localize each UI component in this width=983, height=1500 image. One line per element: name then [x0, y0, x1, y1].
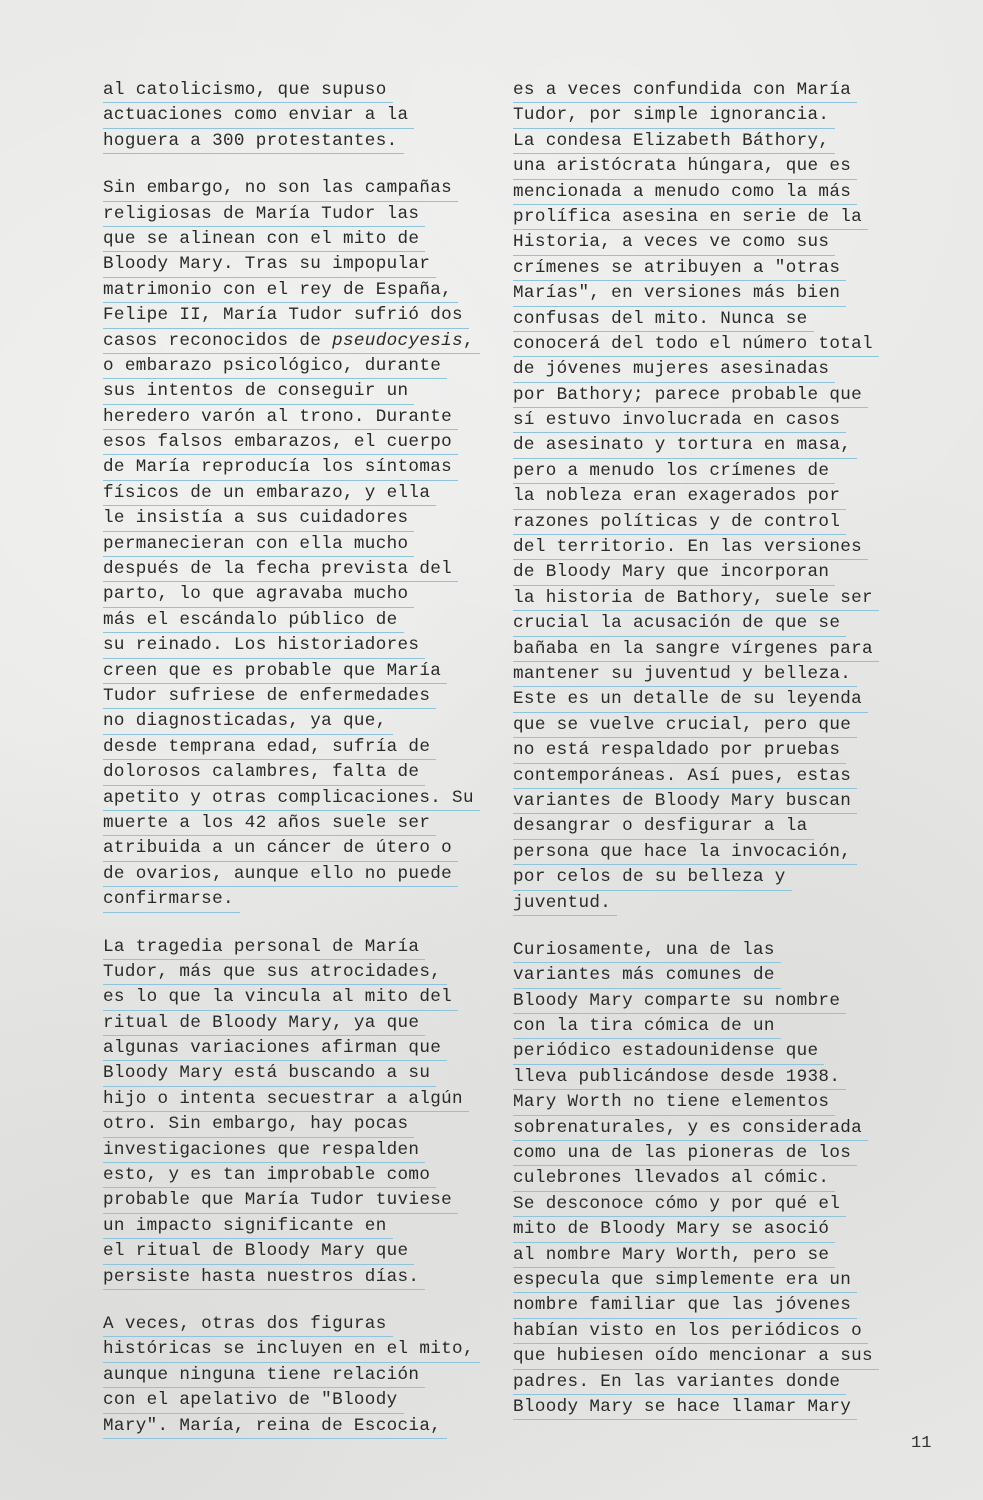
text-line: ritual de Bloody Mary, ya que: [103, 1011, 425, 1036]
text-line: de Bloody Mary que incorporan: [513, 560, 835, 585]
text-line: físicos de un embarazo, y ella: [103, 481, 436, 506]
text-line: nombre familiar que las jóvenes: [513, 1293, 857, 1318]
text-line: pero a menudo los crímenes de: [513, 459, 835, 484]
text-line: muerte a los 42 años suele ser: [103, 811, 436, 836]
text-line-row: [103, 354, 503, 379]
text-line: de María reproducía los síntomas: [103, 455, 458, 480]
text-line: después de la fecha prevista del: [103, 557, 458, 582]
text-line-row: [103, 1087, 503, 1112]
text-line: mito de Bloody Mary se asoció: [513, 1217, 835, 1242]
text-line: otro. Sin embargo, hay pocas: [103, 1112, 414, 1137]
text-line: Marías", en versiones más bien: [513, 281, 846, 306]
text-line: una aristócrata húngara, que es: [513, 154, 857, 179]
text-line: esto, y es tan improbable como: [103, 1163, 436, 1188]
text-line: Este es un detalle de su leyenda: [513, 687, 868, 712]
text-line-row: [513, 687, 913, 712]
text-line: culebrones llevados al cómic.: [513, 1166, 835, 1191]
text-line: al catolicismo, que supuso: [103, 78, 393, 103]
text-line: actuaciones como enviar a la: [103, 103, 414, 128]
text-line: prolífica asesina en serie de la: [513, 205, 868, 230]
text-line: por celos de su belleza y: [513, 865, 792, 890]
text-line-row: [513, 1293, 913, 1318]
text-line-row: [513, 256, 913, 281]
text-line: que hubiesen oído mencionar a sus: [513, 1344, 879, 1369]
text-line-row: [513, 560, 913, 585]
text-line: la historia de Bathory, suele ser: [513, 586, 879, 611]
text-line-row: [103, 1363, 503, 1388]
page-number: 11: [911, 1434, 932, 1453]
text-line-row: [103, 836, 503, 861]
text-line-row: [103, 1188, 503, 1213]
text-line: no está respaldado por pruebas: [513, 738, 846, 763]
text-line: Tudor sufriese de enfermedades: [103, 684, 436, 709]
text-line: juventud.: [513, 891, 617, 916]
text-line-row: [513, 1344, 913, 1369]
text-line-row: [513, 433, 913, 458]
text-line-row: [103, 405, 503, 430]
text-line-row: [103, 303, 503, 328]
text-line-row: [103, 129, 503, 154]
text-line: el ritual de Bloody Mary que: [103, 1239, 414, 1264]
text-line-row: [513, 1217, 913, 1242]
text-line-row: [103, 1312, 503, 1337]
text-line-row: [103, 887, 503, 912]
text-line: Bloody Mary comparte su nombre: [513, 989, 846, 1014]
text-line-row: [513, 383, 913, 408]
text-line: más el escándalo público de: [103, 608, 404, 633]
text-line: parto, lo que agravaba mucho: [103, 582, 414, 607]
text-line: la nobleza eran exagerados por: [513, 484, 846, 509]
text-line-row: [103, 786, 503, 811]
text-line: razones políticas y de control: [513, 510, 846, 535]
text-line: investigaciones que respalden: [103, 1138, 425, 1163]
text-line: habían visto en los periódicos o: [513, 1319, 868, 1344]
text-line-row: [103, 1239, 503, 1264]
text-line: desangrar o desfigurar a la: [513, 814, 814, 839]
text-line-row: [513, 764, 913, 789]
text-line-row: [513, 637, 913, 662]
text-line: dolorosos calambres, falta de: [103, 760, 425, 785]
text-line-row: [103, 1265, 503, 1290]
text-line-row: [103, 1061, 503, 1086]
text-line-row: [103, 985, 503, 1010]
text-line-row: [513, 230, 913, 255]
text-line: bañaba en la sangre vírgenes para: [513, 637, 879, 662]
text-line-row: [103, 735, 503, 760]
text-line: La condesa Elizabeth Báthory,: [513, 129, 835, 154]
text-line-row: [513, 307, 913, 332]
text-line: contemporáneas. Así pues, estas: [513, 764, 857, 789]
text-line: de jóvenes mujeres asesinadas: [513, 357, 835, 382]
text-line-row: [103, 1011, 503, 1036]
text-line-row: [103, 1163, 503, 1188]
text-line-row: [103, 659, 503, 684]
text-line: variantes de Bloody Mary buscan: [513, 789, 857, 814]
text-line-row: [513, 78, 913, 103]
text-line: Tudor, por simple ignorancia.: [513, 103, 835, 128]
text-line: religiosas de María Tudor las: [103, 202, 425, 227]
paragraph: [103, 78, 503, 154]
text-line-row: [103, 709, 503, 734]
text-line-row: [103, 278, 503, 303]
text-line: Tudor, más que sus atrocidades,: [103, 960, 447, 985]
text-line: su reinado. Los historiadores: [103, 633, 425, 658]
text-line: o embarazo psicológico, durante: [103, 354, 447, 379]
text-line: persiste hasta nuestros días.: [103, 1265, 425, 1290]
text-line-row: [513, 1166, 913, 1191]
text-line: por Bathory; parece probable que: [513, 383, 868, 408]
text-line-row: [513, 1141, 913, 1166]
paragraph: [103, 935, 503, 1290]
text-line-row: [103, 935, 503, 960]
text-line: Se desconoce cómo y por qué el: [513, 1192, 846, 1217]
text-line-row: [513, 662, 913, 687]
text-line-row: [513, 281, 913, 306]
text-line-row: [513, 586, 913, 611]
text-line-row: [513, 180, 913, 205]
text-line-row: [513, 963, 913, 988]
text-line-row: [513, 1065, 913, 1090]
text-line-row: [103, 1138, 503, 1163]
text-line-row: [103, 202, 503, 227]
text-line: heredero varón al trono. Durante: [103, 405, 458, 430]
text-line: mencionada a menudo como la más: [513, 180, 857, 205]
text-line-row: [103, 329, 503, 354]
text-line: Bloody Mary. Tras su impopular: [103, 252, 436, 277]
text-line: al nombre Mary Worth, pero se: [513, 1243, 835, 1268]
text-line: Historia, a veces ve como sus: [513, 230, 835, 255]
text-line: mantener su juventud y belleza.: [513, 662, 857, 687]
text-line-row: [103, 227, 503, 252]
text-line-row: [103, 1036, 503, 1061]
text-line: persona que hace la invocación,: [513, 840, 857, 865]
text-line: con la tira cómica de un: [513, 1014, 781, 1039]
text-line-row: [513, 1268, 913, 1293]
text-line: confirmarse.: [103, 887, 240, 912]
italic-term: pseudocyesis: [332, 330, 463, 351]
text-line-row: [103, 760, 503, 785]
text-line: sí estuvo involucrada en casos: [513, 408, 846, 433]
text-line-row: [513, 484, 913, 509]
text-line: hoguera a 300 protestantes.: [103, 129, 404, 154]
paragraph: [103, 176, 503, 912]
text-line: que se alinean con el mito de: [103, 227, 425, 252]
text-line-row: [103, 430, 503, 455]
text-line: crímenes se atribuyen a "otras: [513, 256, 846, 281]
text-line-row: [513, 789, 913, 814]
text-line-row: [513, 103, 913, 128]
text-line-row: [513, 713, 913, 738]
text-line: de asesinato y tortura en masa,: [513, 433, 857, 458]
text-line-row: [513, 510, 913, 535]
text-line: históricas se incluyen en el mito,: [103, 1337, 480, 1362]
text-line-row: [513, 205, 913, 230]
text-line-row: [103, 608, 503, 633]
text-line-row: [103, 1337, 503, 1362]
text-line: probable que María Tudor tuviese: [103, 1188, 458, 1213]
text-line-row: [513, 891, 913, 916]
text-line: Bloody Mary se hace llamar Mary: [513, 1395, 857, 1420]
text-line-row: [103, 684, 503, 709]
text-line: algunas variaciones afirman que: [103, 1036, 447, 1061]
text-line-row: [103, 532, 503, 557]
text-line: sus intentos de conseguir un: [103, 379, 414, 404]
paragraph: [513, 938, 913, 1420]
text-line-row: [513, 129, 913, 154]
text-line: del territorio. En las versiones: [513, 535, 868, 560]
text-line-row: [103, 455, 503, 480]
text-line: no diagnosticadas, ya que,: [103, 709, 393, 734]
text-line-row: [513, 938, 913, 963]
text-line-row: [513, 357, 913, 382]
text-line: es lo que la vincula al mito del: [103, 985, 458, 1010]
paragraph: [513, 78, 913, 916]
text-line: casos reconocidos de pseudocyesis,: [103, 329, 480, 354]
text-line-row: [103, 379, 503, 404]
text-line-row: [103, 1414, 503, 1439]
text-line: desde temprana edad, sufría de: [103, 735, 436, 760]
text-line-row: [103, 633, 503, 658]
text-line: conocerá del todo el número total: [513, 332, 879, 357]
text-line-row: [103, 176, 503, 201]
text-line: Curiosamente, una de las: [513, 938, 781, 963]
text-line-row: [513, 1243, 913, 1268]
text-line-row: [103, 811, 503, 836]
text-line: con el apelativo de "Bloody: [103, 1388, 404, 1413]
text-line: sobrenaturales, y es considerada: [513, 1116, 868, 1141]
text-line: La tragedia personal de María: [103, 935, 425, 960]
text-line: permanecieran con ella mucho: [103, 532, 414, 557]
text-line: Mary Worth no tiene elementos: [513, 1090, 835, 1115]
text-line: Sin embargo, no son las campañas: [103, 176, 458, 201]
text-line-row: [513, 154, 913, 179]
text-line: especula que simplemente era un: [513, 1268, 857, 1293]
text-line-row: [513, 1116, 913, 1141]
text-line-row: [513, 1014, 913, 1039]
text-line-row: [513, 840, 913, 865]
text-line: matrimonio con el rey de España,: [103, 278, 458, 303]
text-line-row: [513, 1039, 913, 1064]
text-line: A veces, otras dos figuras: [103, 1312, 393, 1337]
text-line-row: [103, 1388, 503, 1413]
text-line-row: [513, 535, 913, 560]
text-line: de ovarios, aunque ello no puede: [103, 862, 458, 887]
text-line-row: [513, 459, 913, 484]
text-line-row: [513, 611, 913, 636]
text-line: periódico estadounidense que: [513, 1039, 824, 1064]
text-line: hijo o intenta secuestrar a algún: [103, 1087, 469, 1112]
text-line-row: [513, 738, 913, 763]
text-line: padres. En las variantes donde: [513, 1370, 846, 1395]
text-line: Bloody Mary está buscando a su: [103, 1061, 436, 1086]
text-line: que se vuelve crucial, pero que: [513, 713, 857, 738]
text-line-row: [513, 814, 913, 839]
text-line-row: [513, 989, 913, 1014]
text-line: confusas del mito. Nunca se: [513, 307, 814, 332]
text-line-row: [103, 960, 503, 985]
text-line-row: [103, 1112, 503, 1137]
text-line-row: [103, 582, 503, 607]
text-line-row: [513, 1319, 913, 1344]
text-line: lleva publicándose desde 1938.: [513, 1065, 846, 1090]
text-line-row: [103, 103, 503, 128]
text-line-row: [103, 78, 503, 103]
left-column: [103, 78, 503, 1461]
text-line: esos falsos embarazos, el cuerpo: [103, 430, 458, 455]
text-line-row: [103, 506, 503, 531]
text-line: como una de las pioneras de los: [513, 1141, 857, 1166]
text-line-row: [513, 408, 913, 433]
text-line-row: [513, 865, 913, 890]
text-line: Mary". María, reina de Escocia,: [103, 1414, 447, 1439]
text-line-row: [513, 1395, 913, 1420]
text-line-row: [513, 1370, 913, 1395]
text-line: creen que es probable que María: [103, 659, 447, 684]
text-line-row: [513, 1090, 913, 1115]
text-line-row: [103, 252, 503, 277]
paragraph: [103, 1312, 503, 1439]
text-line: crucial la acusación de que se: [513, 611, 846, 636]
text-line-row: [103, 481, 503, 506]
text-line-row: [103, 1214, 503, 1239]
text-line: Felipe II, María Tudor sufrió dos: [103, 303, 469, 328]
text-line: es a veces confundida con María: [513, 78, 857, 103]
text-line-row: [513, 1192, 913, 1217]
text-line-row: [103, 862, 503, 887]
text-line: atribuida a un cáncer de útero o: [103, 836, 458, 861]
text-line: un impacto significante en: [103, 1214, 393, 1239]
text-line: aunque ninguna tiene relación: [103, 1363, 425, 1388]
text-line: apetito y otras complicaciones. Su: [103, 786, 480, 811]
text-line-row: [513, 332, 913, 357]
text-line-row: [103, 557, 503, 582]
text-line: variantes más comunes de: [513, 963, 781, 988]
text-line: le insistía a sus cuidadores: [103, 506, 414, 531]
right-column: [513, 78, 913, 1442]
